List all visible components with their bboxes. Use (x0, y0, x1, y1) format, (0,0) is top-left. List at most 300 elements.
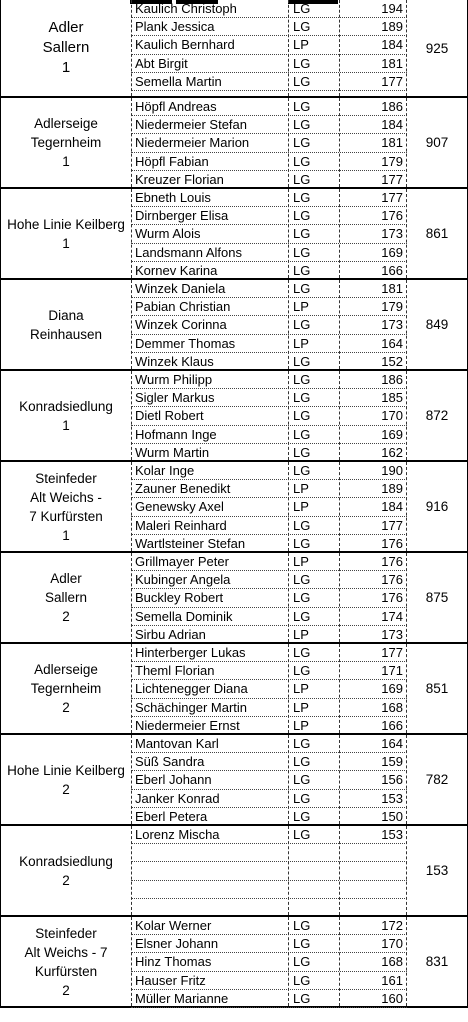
player-row (131, 662, 407, 680)
column-divider (339, 553, 340, 642)
player-row (131, 298, 407, 316)
column-divider (339, 98, 340, 187)
team-name-line: Tegernheim (30, 135, 102, 150)
player-name: Kolar Werner (135, 918, 212, 933)
column-divider (288, 826, 289, 915)
player-score: 170 (381, 936, 403, 952)
player-name: Zauner Benedikt (135, 481, 231, 497)
column-divider (131, 189, 132, 278)
player-row (131, 735, 407, 753)
player-class: LG (293, 408, 311, 424)
player-name: Theml Florian (135, 663, 215, 679)
player-score: 189 (381, 19, 403, 35)
player-score: 153 (381, 790, 403, 806)
player-score (343, 881, 403, 898)
player-score: 168 (381, 699, 403, 715)
player-name: Maleri Reinhard (135, 517, 227, 533)
team-name-line: Konradsiedlung (19, 853, 113, 869)
column-divider (339, 371, 340, 460)
player-row (131, 244, 407, 262)
column-divider (288, 0, 289, 96)
player-rows (131, 280, 407, 369)
player-row (131, 407, 407, 425)
player-row (131, 517, 407, 535)
team-total: 831 (425, 954, 449, 969)
player-name: Kaulich Bernhard (135, 37, 235, 53)
player-name: Janker Konrad (135, 790, 220, 806)
player-class: LG (293, 244, 311, 260)
player-class: LG (293, 736, 311, 751)
player-score: 184 (381, 37, 403, 53)
player-rows (131, 735, 407, 824)
team-block (0, 551, 468, 642)
player-score: 179 (381, 299, 403, 315)
player-class: LG (293, 608, 311, 624)
player-score: 168 (381, 954, 403, 970)
player-score: 166 (381, 262, 403, 278)
player-class: LG (293, 426, 311, 442)
player-name: Niedermeier Ernst (135, 717, 240, 733)
player-class: LP (293, 626, 309, 642)
player-score: 185 (381, 390, 403, 406)
player-class: LG (293, 645, 311, 660)
team-block (0, 460, 468, 551)
team-total: 851 (425, 681, 449, 696)
player-class: LG (293, 590, 311, 606)
player-score: 164 (381, 736, 403, 751)
column-divider (131, 553, 132, 642)
player-name: Winzek Klaus (135, 353, 214, 369)
team-total: 782 (425, 772, 449, 787)
team-name-line: 1 (62, 235, 70, 251)
player-name (135, 844, 285, 861)
column-divider (288, 644, 289, 733)
player-row (131, 389, 407, 407)
player-class: LG (293, 190, 311, 205)
team-total: 925 (425, 40, 449, 56)
player-name: Wartlsteiner Stefan (135, 535, 246, 551)
player-name: Ebneth Louis (135, 190, 211, 205)
team-total: 861 (425, 226, 449, 241)
player-name: Eberl Johann (135, 772, 212, 788)
player-score: 166 (381, 717, 403, 733)
player-name: Winzek Corinna (135, 317, 227, 333)
player-row (131, 480, 407, 498)
player-class (293, 899, 333, 916)
player-row (131, 225, 407, 243)
player-score: 169 (381, 244, 403, 260)
player-class: LG (293, 663, 311, 679)
team-name-line: 7 Kurfürsten (29, 508, 103, 524)
player-name: Wurm Alois (135, 226, 201, 242)
player-row (131, 134, 407, 152)
player-score: 162 (381, 444, 403, 460)
player-class: LG (293, 117, 311, 133)
player-score (343, 844, 403, 861)
player-row (131, 18, 407, 36)
player-name: Lichtenegger Diana (135, 681, 248, 697)
player-name: Müller Marianne (135, 990, 229, 1006)
player-row (131, 36, 407, 54)
player-name: Kreuzer Florian (135, 171, 224, 187)
player-score: 173 (381, 626, 403, 642)
player-name: Höpfl Fabian (135, 153, 209, 169)
player-class: LP (293, 681, 309, 697)
team-name-line: Konradsiedlung (19, 398, 113, 414)
player-name: Niedermeier Stefan (135, 117, 247, 133)
team-name (1, 644, 131, 733)
player-class: LG (293, 353, 311, 369)
player-class: LG (293, 317, 311, 333)
player-rows (131, 371, 407, 460)
column-divider (339, 735, 340, 824)
team-name (1, 462, 131, 551)
player-row (131, 608, 407, 626)
team-total: 907 (425, 135, 449, 150)
player-score: 177 (381, 171, 403, 187)
player-score: 173 (381, 317, 403, 333)
player-class: LP (293, 335, 309, 351)
team-name-line: Hohe Linie Keilberg (7, 216, 125, 232)
player-class: LG (293, 153, 311, 169)
team-name (1, 826, 131, 915)
player-row (131, 862, 407, 880)
team-name-line: Sallern (44, 590, 88, 605)
team-name (1, 553, 131, 642)
team-block (0, 915, 468, 1008)
player-rows (131, 826, 407, 915)
column-divider (339, 462, 340, 551)
team-name-line: 2 (62, 982, 70, 998)
player-class: LG (293, 281, 311, 296)
column-divider (288, 371, 289, 460)
team-name-line: Alt Weichs - 7 (24, 944, 108, 960)
team-name (1, 98, 131, 187)
column-divider (288, 98, 289, 187)
player-name: Kolar Inge (135, 463, 195, 478)
player-score: 150 (381, 808, 403, 824)
player-row (131, 280, 407, 298)
player-score: 186 (381, 99, 403, 114)
player-name: Winzek Daniela (135, 281, 226, 296)
team-total: 872 (425, 408, 449, 423)
player-score: 160 (381, 990, 403, 1006)
team-name-line: Adlerseige (34, 116, 98, 131)
column-divider (131, 917, 132, 1006)
column-divider (131, 0, 132, 96)
player-rows (131, 644, 407, 733)
player-name: Niedermeier Marion (135, 135, 250, 151)
player-score: 152 (381, 353, 403, 369)
player-row (131, 644, 407, 662)
column-divider (288, 735, 289, 824)
player-name: Höpfl Andreas (135, 99, 217, 114)
player-row (131, 116, 407, 134)
team-name (1, 917, 131, 1006)
player-class: LG (293, 226, 311, 242)
player-class: LG (293, 936, 311, 952)
team-total: 153 (425, 863, 449, 878)
player-class: LG (293, 444, 311, 460)
player-name: Kubinger Angela (135, 572, 231, 588)
player-class: LG (293, 372, 311, 387)
player-class (293, 844, 333, 861)
player-class: LG (293, 572, 311, 588)
player-class: LG (293, 754, 311, 770)
player-class: LG (293, 972, 311, 988)
player-score: 176 (381, 554, 403, 569)
team-name-line: Hohe Linie Keilberg (7, 762, 125, 778)
column-divider (288, 917, 289, 1006)
player-rows (131, 98, 407, 187)
team-name-line: Sallern (42, 39, 90, 56)
column-divider (288, 553, 289, 642)
player-name: Sirbu Adrian (135, 626, 206, 642)
player-row (131, 498, 407, 516)
player-row (131, 462, 407, 480)
player-score: 153 (381, 827, 403, 842)
player-row (131, 990, 407, 1008)
team-name-line: 2 (62, 609, 70, 624)
player-name (135, 899, 285, 916)
player-score: 171 (381, 663, 403, 679)
column-divider (339, 0, 340, 96)
player-row (131, 553, 407, 571)
player-class: LG (293, 262, 311, 278)
team-name-line: 2 (62, 700, 70, 715)
player-row (131, 881, 407, 899)
player-row (131, 972, 407, 990)
player-class: LP (293, 554, 309, 569)
player-name: Plank Jessica (135, 19, 215, 35)
team-name-line: 2 (62, 781, 70, 797)
team-name-line: 2 (62, 872, 70, 888)
player-name: Hinterberger Lukas (135, 645, 246, 660)
player-name: Demmer Thomas (135, 335, 236, 351)
column-divider (131, 280, 132, 369)
player-score: 190 (381, 463, 403, 478)
player-score: 184 (381, 499, 403, 515)
team-total: 875 (425, 590, 449, 605)
player-row (131, 189, 407, 207)
player-rows (131, 462, 407, 551)
player-score: 179 (381, 153, 403, 169)
team-name-line: Reinhausen (29, 326, 103, 342)
column-divider (339, 189, 340, 278)
player-score: 176 (381, 535, 403, 551)
player-class (293, 862, 333, 879)
player-class: LG (293, 918, 311, 933)
column-divider (288, 462, 289, 551)
player-class: LG (293, 208, 311, 224)
player-score: 159 (381, 754, 403, 770)
player-name: Eberl Petera (135, 808, 208, 824)
player-score: 161 (381, 972, 403, 988)
team-name (1, 371, 131, 460)
player-score: 164 (381, 335, 403, 351)
player-row (131, 98, 407, 116)
team-name (1, 0, 131, 96)
player-rows (131, 917, 407, 1006)
player-class: LG (293, 171, 311, 187)
player-row (131, 790, 407, 808)
player-name: Elsner Johann (135, 936, 219, 952)
column-divider (131, 98, 132, 187)
player-name: Buckley Robert (135, 590, 224, 606)
player-class: LG (293, 827, 311, 842)
team-block (0, 0, 468, 96)
player-name: Genewsky Axel (135, 499, 224, 515)
player-score: 186 (381, 372, 403, 387)
column-divider (339, 826, 340, 915)
team-name-line: 1 (61, 59, 71, 76)
player-name: Süß Sandra (135, 754, 205, 770)
player-row (131, 680, 407, 698)
team-name-line: Adlerseige (34, 662, 98, 677)
player-name: Semella Dominik (135, 608, 233, 624)
team-name (1, 189, 131, 278)
player-class: LG (293, 390, 311, 406)
player-name: Wurm Philipp (135, 372, 213, 387)
player-row (131, 826, 407, 844)
player-score: 174 (381, 608, 403, 624)
player-name: Kaulich Christoph (135, 1, 237, 16)
player-class: LG (293, 954, 311, 970)
column-divider (131, 371, 132, 460)
player-class: LG (293, 55, 311, 71)
player-class (293, 881, 333, 898)
player-score: 184 (381, 117, 403, 133)
player-class: LG (293, 463, 311, 478)
player-name: Wurm Martin (135, 444, 210, 460)
player-score: 169 (381, 681, 403, 697)
player-name: Hauser Fritz (135, 972, 206, 988)
player-rows (131, 189, 407, 278)
player-class: LG (293, 99, 311, 114)
team-name-line: Adler (50, 571, 82, 586)
player-row (131, 316, 407, 334)
player-name: Lorenz Mischa (135, 827, 220, 842)
team-name (1, 280, 131, 369)
player-row (131, 699, 407, 717)
player-name: Kornev Karina (135, 262, 218, 278)
team-block (0, 642, 468, 733)
player-score: 173 (381, 226, 403, 242)
player-name: Semella Martin (135, 73, 222, 89)
player-name: Abt Birgit (135, 55, 188, 71)
player-class: LG (293, 790, 311, 806)
player-score: 181 (381, 135, 403, 151)
player-name: Sigler Markus (135, 390, 215, 406)
player-class: LG (293, 19, 311, 35)
player-class: LG (293, 990, 311, 1006)
player-score: 176 (381, 572, 403, 588)
player-row (131, 371, 407, 389)
player-score: 176 (381, 590, 403, 606)
player-score: 176 (381, 208, 403, 224)
player-score: 177 (381, 517, 403, 533)
player-name: Mantovan Karl (135, 736, 219, 751)
column-divider (339, 644, 340, 733)
player-name: Pabian Christian (135, 299, 231, 315)
team-block (0, 96, 468, 187)
player-class: LP (293, 299, 309, 315)
player-name: Grillmayer Peter (135, 554, 229, 569)
team-name-line: Tegernheim (30, 681, 102, 696)
player-score (343, 862, 403, 879)
player-row (131, 589, 407, 607)
player-row (131, 335, 407, 353)
player-row (131, 571, 407, 589)
player-name (135, 881, 285, 898)
player-row (131, 0, 407, 18)
team-name-line: Adler (48, 19, 84, 36)
player-row (131, 426, 407, 444)
player-class: LG (293, 772, 311, 788)
player-class: LP (293, 37, 309, 53)
player-name: Schächinger Martin (135, 699, 247, 715)
team-name-line: 1 (62, 527, 70, 543)
column-divider (288, 280, 289, 369)
team-name-line: Kurfürsten (34, 963, 98, 979)
player-class: LP (293, 499, 309, 515)
team-total: 849 (425, 317, 449, 332)
player-score (343, 899, 403, 916)
column-divider (288, 189, 289, 278)
player-name: Hofmann Inge (135, 426, 217, 442)
player-row (131, 844, 407, 862)
player-rows (131, 553, 407, 642)
player-row (131, 953, 407, 971)
team-name-line: Alt Weichs - (30, 489, 102, 505)
team-block (0, 733, 468, 824)
team-total: 916 (425, 499, 449, 514)
team-block (0, 278, 468, 369)
player-row (131, 917, 407, 935)
player-score: 177 (381, 190, 403, 205)
team-name-line: 1 (62, 154, 70, 169)
player-class: LG (293, 808, 311, 824)
player-row (131, 771, 407, 789)
team-block (0, 369, 468, 460)
team-block (0, 187, 468, 278)
player-rows (131, 0, 407, 96)
player-score: 177 (381, 645, 403, 660)
player-class: LP (293, 481, 309, 497)
player-row (131, 153, 407, 171)
column-divider (131, 644, 132, 733)
column-divider (131, 826, 132, 915)
player-score: 194 (381, 1, 403, 16)
team-name-line: Diana (48, 307, 84, 323)
player-score: 156 (381, 772, 403, 788)
player-class: LG (293, 1, 311, 16)
player-class: LG (293, 535, 311, 551)
player-score: 169 (381, 426, 403, 442)
team-name (1, 735, 131, 824)
column-divider (339, 917, 340, 1006)
player-score: 177 (381, 73, 403, 89)
player-class: LG (293, 73, 311, 89)
column-divider (131, 462, 132, 551)
player-score: 189 (381, 481, 403, 497)
player-class: LP (293, 717, 309, 733)
player-class: LG (293, 517, 311, 533)
player-row (131, 55, 407, 73)
team-name-line: 1 (62, 417, 70, 433)
player-row (131, 935, 407, 953)
column-divider (131, 735, 132, 824)
